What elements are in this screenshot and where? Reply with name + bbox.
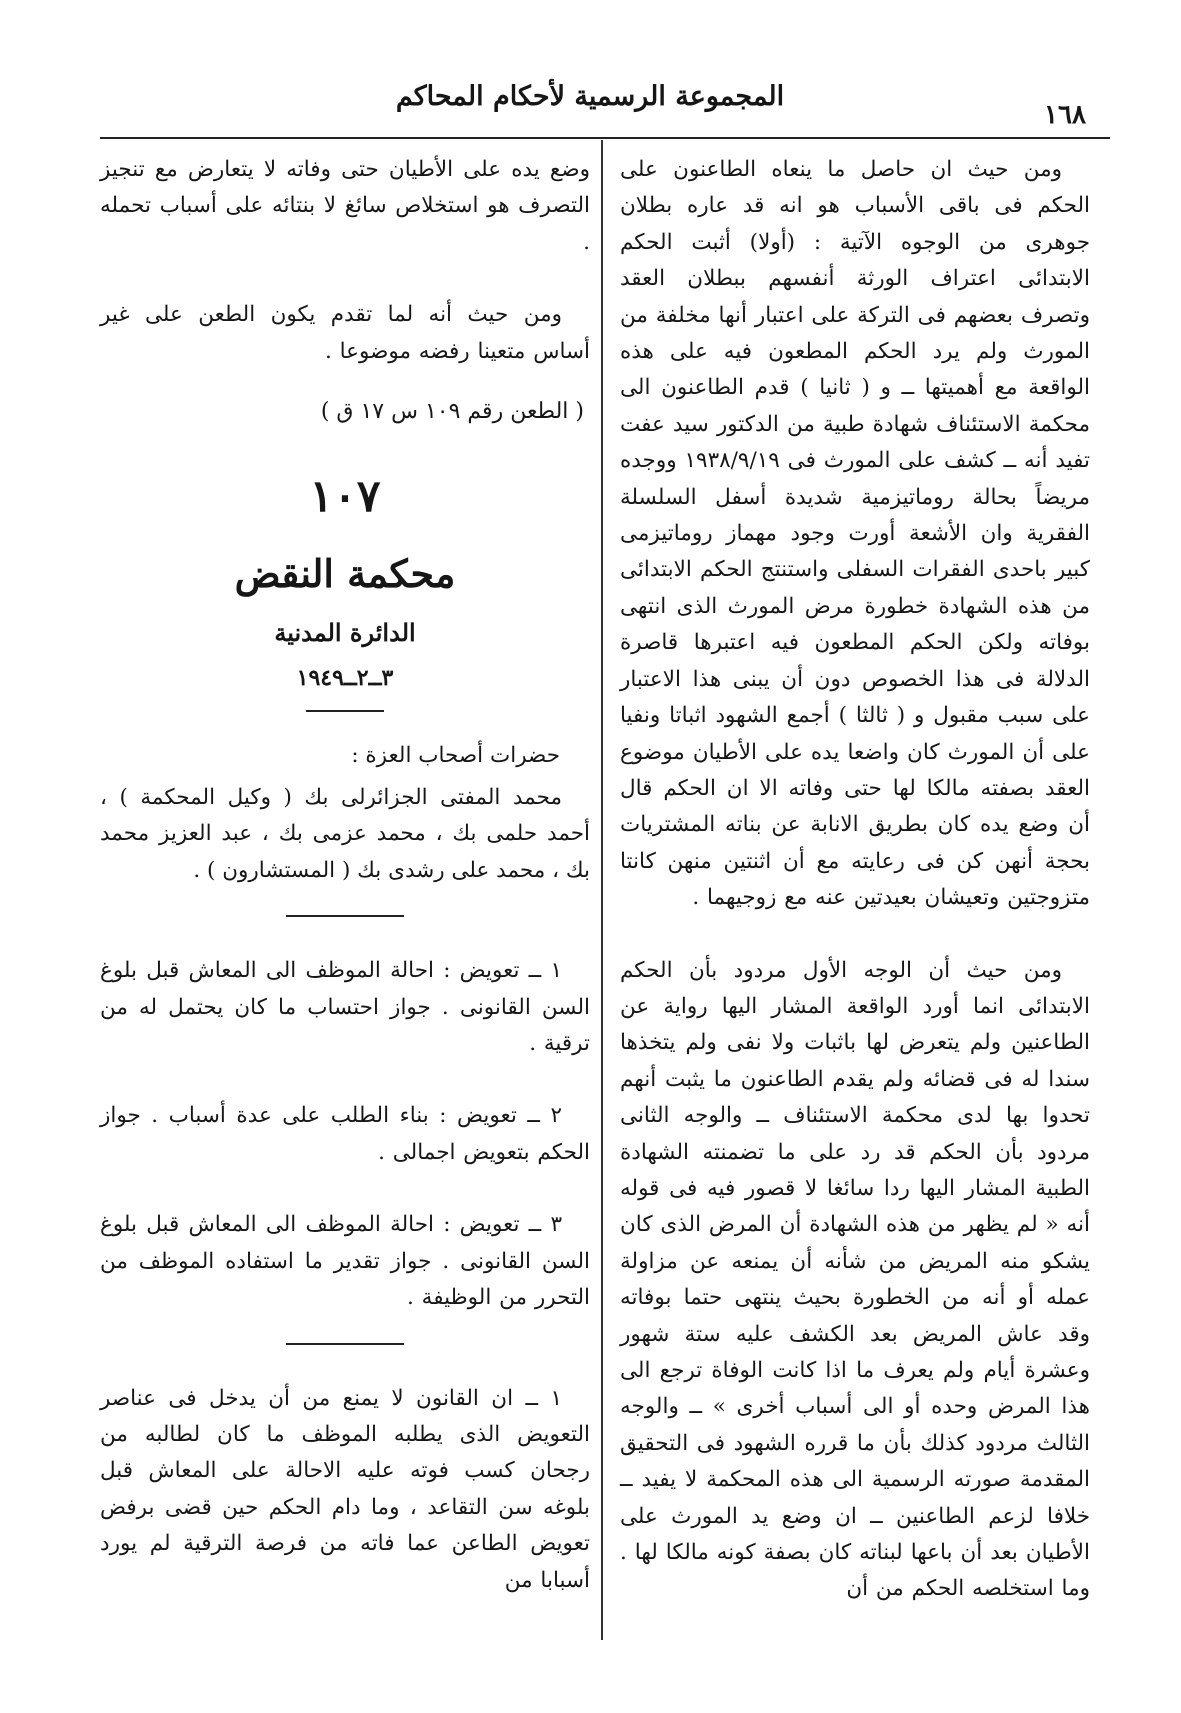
section-rule xyxy=(286,1343,404,1345)
continuation-paragraph: وضع يده على الأطيان حتى وفاته لا يتعارض مع تنجيز التصرف هو استخلاص سائغ لا بنتائه على أسباب تحمله . xyxy=(100,157,590,255)
circuit-name: الدائرة المدنية xyxy=(274,618,416,648)
summary-item: ٣ ــ تعويض : احالة الموظف الى المعاش قبل بلوغ السن القانونى . جواز تقدير ما استفاده الموظف من التحرر من الوظيفة . xyxy=(100,1212,590,1311)
principle-paragraph: ١ ــ ان القانون لا يمنع من أن يدخل فى عناصر التعويض الذى يطلبه الموظف ما كان لطالبه من رجحان كسب فوته عليه الاحالة على المعاش قبل بلوغه سن التقاعد ، وما دام الحكم حين قضى برفض تعويض الطاعن عما فاته من فرصة الترقية لم يورد أسبابا من xyxy=(100,1385,590,1593)
session-date: ٣ــ٢ــ١٩٤٩ xyxy=(296,665,394,692)
column-divider xyxy=(601,140,603,1640)
journal-title: المجموعة الرسمية لأحكام المحاكم xyxy=(395,81,785,112)
appeal-grounds-paragraph: ومن حيث ان حاصل ما ينعاه الطاعنون على الحكم فى باقى الأسباب هو انه قد عاره بطلان جوهرى من الوجوه الآتية : (أولا) أثبت الحكم الابتدائى اعتراف الورثة أنفسهم ببطلان العقد وتصرف بعضهم فى التركة على اعتبار أنها مخلفة من المورث ولم يرد الحكم المطعون فيه على هذه الواقعة مع أهميتها ــ و ( ثانيا ) قدم الطاعنون الى محكمة الاستئناف شهادة طبية من الدكتور سيد عفت تفيد أنه ــ كشف على المورث فى ١٩٣٨/٩/١٩ ووجده مريضاً بحالة روماتيزمية شديدة أسفل السلسلة الفقرية وان الأشعة أورت وجود مهماز روماتيزمى كبير باحدى الفقرات السفلى واستنتج الحكم الابتدائى من هذه الشهادة خطورة مرض المورث الذى انتهى بوفاته ولكن الحكم المطعون فيه اعتبرها قاصرة الدلالة فى هذا الخصوص دون أن يبنى هذا الاعتبار على سبب مقبول و ( ثالثا ) أجمع الشهود اثباتا ونفيا على أن المورث كان واضعا يده على الأطيان موضوع العقد بصفته مالكا لها حتى وفاته الا ان الحكم قال أن وضع يده كان بطريق الانابة عن بناته المشتريات بحجة أنهن كن فى رعايته مع أن اثنتين منهن كانتا متزوجتين وتعيشان بعيدتين عنه مع زوجيهما . xyxy=(620,157,1090,911)
right-column xyxy=(620,152,1090,1608)
summary-item: ١ ــ تعويض : احالة الموظف الى المعاش قبل بلوغ السن القانونى . جواز احتساب ما كان يحتمل له من ترقية . xyxy=(100,958,590,1057)
header-rule xyxy=(100,137,1110,139)
court-name: محكمة النقض xyxy=(234,551,456,597)
section-rule xyxy=(286,915,404,917)
page-number: ١٦٨ xyxy=(1044,100,1086,130)
attendees-list: محمد المفتى الجزائرلى بك ( وكيل المحكمة ) ، أحمد حلمى بك ، محمد عزمى بك ، عبد العزيز محمد بك ، محمد على رشدى بك ( المستشارون ) . xyxy=(100,785,590,883)
attendees-label: حضرات أصحاب العزة : xyxy=(351,743,560,769)
section-rule xyxy=(306,710,384,712)
summary-item: ٢ ــ تعويض : بناء الطلب على عدة أسباب . جواز الحكم بتعويض اجمالى . xyxy=(100,1103,590,1165)
appeal-reference: ( الطعن رقم ١٠٩ س ١٧ ق ) xyxy=(320,399,584,425)
case-number: ١٠٧ xyxy=(309,471,381,523)
court-response-paragraph: ومن حيث أن الوجه الأول مردود بأن الحكم الابتدائى انما أورد الواقعة المشار اليها رواية عن الطاعنين ولم يتعرض لها باثبات ولا نفى ولم يتخذها سندا له فى قضائه ولم يقدم الطاعنون ما يثبت أنهم تحدوا بها لدى محكمة الاستئناف ــ والوجه الثانى مردود بأن الحكم قد رد على ما تضمنته الشهادة الطبية المشار اليها ردا سائغا لا قصور فيه فى قوله أنه « لم يظهر من هذه الشهادة أن المرض الذى كان يشكو منه المريض من شأنه أن يمنعه عن مزاولة عمله أو أنه من الخطورة بحيث ينتهى حتما بوفاته وقد عاش المريض بعد الكشف عليه ستة شهور وعشرة أيام ولم يعرف ما اذا كانت الوفاة ترجع الى هذا المرض وحده أو الى أسباب أخرى » ــ والوجه الثالث مردود كذلك بأن ما قرره الشهود فى التحقيق المقدمة صورته الرسمية الى هذه المحكمة لا يفيد ــ خلافا لزعم الطاعنين ــ ان وضع يد المورث على الأطيان بعد أن باعها لبناته كان بصفة كونه مالكا لها . وما استخلصه الحكم من أن xyxy=(620,957,1090,1602)
conclusion-paragraph: ومن حيث أنه لما تقدم يكون الطعن على غير أساس متعينا رفضه موضوعا . xyxy=(100,302,590,364)
left-column xyxy=(100,152,590,1599)
